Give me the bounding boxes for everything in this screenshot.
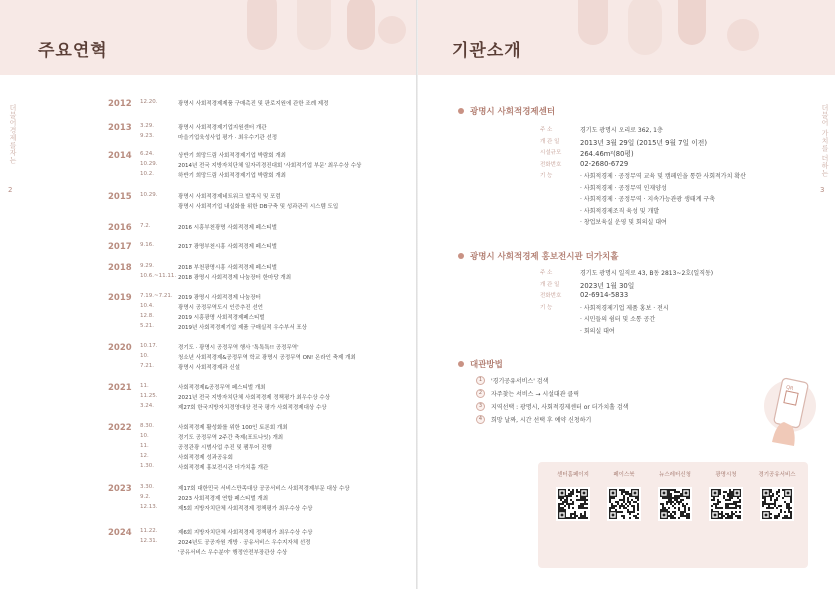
event-date: 7.2.	[140, 223, 151, 229]
qr-label: 뉴스레터신청	[659, 472, 691, 478]
event-date: 12.13.	[140, 504, 158, 510]
event-text: 2016 시흥부천광명 사회적경제 페스티벌	[178, 225, 277, 231]
event-text: 사회적경제 활성화를 위한 100인 토론회 개최	[178, 425, 288, 431]
step-text: 지역선택 : 광명시, 사회적경제센터 or 더가치홀 검색	[491, 403, 629, 411]
event-text: 광명시 사회적경제과 신설	[178, 365, 240, 371]
qr-label: 페이스북	[613, 472, 635, 478]
event-date: 10.29.	[140, 161, 158, 167]
event-text: 마을기업육성사업 평가 · 최우수기관 선정	[178, 135, 278, 141]
timeline-event	[140, 242, 408, 253]
timeline-year: 2019	[108, 293, 132, 303]
event-text: 광명시 사회적경제네트워크 발족식 및 포럼	[178, 194, 281, 200]
info-value: 02-2680-6729	[580, 159, 629, 168]
hall-title	[458, 250, 618, 262]
event-text: 제17회 대한민국 서비스만족대상 공공서비스 사회적경제부문 대상 수상	[178, 486, 350, 492]
info-value: · 시민들의 쉼터 및 소통 공간	[580, 316, 656, 323]
info-key: 주 소	[540, 270, 553, 276]
timeline-year: 2012	[108, 99, 132, 109]
info-key: 전화번호	[540, 293, 562, 299]
event-date: 1.30.	[140, 463, 154, 469]
rental-step	[476, 374, 548, 386]
event-text: 2019 시흥광명 사회적경제페스티벌	[178, 315, 265, 321]
timeline-year: 2018	[108, 263, 132, 273]
qr-links-panel	[538, 462, 808, 568]
step-text: 자주찾는 서비스 → 시설대관 클릭	[491, 390, 580, 398]
bullet-dot-icon	[458, 361, 464, 367]
rental-step	[476, 387, 579, 399]
timeline-event	[140, 403, 408, 414]
timeline-year: 2014	[108, 151, 132, 161]
timeline-event	[140, 133, 408, 144]
event-text: 공정관광 시범사업 추진 및 팸투어 진행	[178, 445, 272, 451]
left-page-number: 2	[8, 186, 13, 194]
event-date: 10.	[140, 433, 149, 439]
info-value: 02-6914-5833	[580, 291, 629, 299]
timeline-year: 2013	[108, 123, 132, 133]
event-text: 2024년도 공공자원 개방 · 공유서비스 우수지자체 선정	[178, 540, 311, 546]
hall-section	[458, 250, 618, 262]
left-page-title: 주요연혁	[38, 41, 108, 61]
info-key: 개 관 일	[540, 281, 560, 288]
timeline-event	[140, 323, 408, 334]
event-date: 9.29.	[140, 263, 154, 269]
event-text: 제27회 한국지방자치경영대상 전국 평가 사회적경제대상 수상	[178, 405, 327, 411]
event-text: 2019년 사회적경제기업 제품 구매실적 우수부서 포상	[178, 325, 308, 331]
info-value: · 사회적경제조직 육성 및 개발	[580, 207, 660, 215]
right-side-text: 더불어 가치를 더하는	[821, 104, 829, 177]
event-date: 10.17.	[140, 343, 158, 349]
step-text: '경기공유서비스' 검색	[491, 377, 549, 385]
event-date: 6.24.	[140, 151, 154, 157]
event-date: 11.	[140, 383, 149, 389]
step-text: 희망 날짜, 시간 선택 후 예약 신청하기	[491, 416, 592, 424]
timeline-event	[140, 171, 408, 182]
event-date: 12.8.	[140, 313, 154, 319]
event-date: 7.21.	[140, 363, 154, 369]
timeline-event	[140, 223, 408, 234]
info-key: 전화번호	[540, 161, 562, 168]
rental-name: 대관방법	[470, 360, 503, 370]
rental-title	[458, 358, 503, 370]
info-value: 경기도 광명시 오리로 362, 1층	[580, 127, 663, 134]
event-date: 8.30.	[140, 423, 154, 429]
event-date: 11.25.	[140, 393, 158, 399]
info-key: 개 관 일	[540, 138, 560, 145]
info-value: · 사회적경제 · 공정무역 인재양성	[580, 184, 667, 192]
event-date: 10.4.	[140, 303, 154, 309]
event-text: 2021년 전국 지방자치단체 사회적경제 정책평가 최우수상 수상	[178, 395, 331, 401]
event-text: 하반기 희망드림 사회적경제기업 박람회 개최	[178, 173, 286, 179]
qr-code-icon[interactable]	[607, 487, 641, 521]
step-number: 3	[476, 402, 485, 411]
event-date: 9.2.	[140, 494, 151, 500]
event-date: 11.22.	[140, 528, 158, 534]
event-date: 9.16.	[140, 242, 154, 248]
decorative-shapes-icon	[187, 0, 417, 75]
timeline-year: 2016	[108, 223, 132, 233]
event-date: 12.20.	[140, 99, 158, 105]
event-date: 7.19.~7.21.	[140, 293, 173, 299]
event-text: 경기도 · 광명시 공정무역 행사 '톡톡톡!! 공정무역'	[178, 345, 299, 351]
step-number: 4	[476, 415, 485, 424]
svg-text:QR: QR	[785, 384, 794, 393]
info-value: 경기도 광명시 일직로 43, B동 2813~2호(일직동)	[580, 270, 714, 277]
timeline-event	[140, 99, 408, 110]
info-value: · 회의실 대여	[580, 327, 615, 335]
qr-code-icon[interactable]	[709, 487, 743, 521]
center-name: 광명시 사회적경제센터	[470, 107, 556, 117]
right-page-number: 3	[820, 186, 825, 194]
info-value: · 사회적경제기업 제품 홍보 · 전시	[580, 304, 669, 312]
event-date: 9.23.	[140, 133, 154, 139]
info-value: · 사회적경제 · 공정무역 교육 및 캠페인을 통한 사회적가치 확산	[580, 173, 746, 180]
event-text: 광명시 사회적경제기업지원센터 개관	[178, 125, 267, 131]
event-text: 제5회 지방자치단체 사회적경제 정책평가 최우수상 수상	[178, 506, 313, 512]
info-value: 2013년 3월 29일 (2015년 9월 7일 이전)	[580, 138, 708, 147]
left-page	[0, 0, 417, 589]
timeline-event	[140, 363, 408, 374]
event-date: 10.6.~11.11.	[140, 273, 177, 279]
info-value: 2023년 1월 30일	[580, 281, 635, 290]
timeline-year: 2022	[108, 423, 132, 433]
bullet-dot-icon	[458, 253, 464, 259]
event-text: 광명시 사회적기업 내실화를 위한 DB구축 및 성과관리 시스템 도입	[178, 204, 339, 210]
event-date: 10.2.	[140, 171, 154, 177]
step-number: 1	[476, 376, 485, 385]
timeline-event	[140, 504, 408, 515]
qr-label: 센터홈페이지	[557, 472, 589, 478]
info-key: 주 소	[540, 127, 553, 133]
timeline-year: 2020	[108, 343, 132, 353]
event-date: 10.29.	[140, 192, 158, 198]
rental-step	[476, 400, 628, 412]
event-text: 경기도 공정무역 2주간 축제(포트나잇) 개최	[178, 435, 284, 441]
event-text: 2018 광명시 사회적경제 나눔장터 한마당 개최	[178, 275, 292, 281]
center-section	[458, 105, 555, 117]
timeline-year: 2015	[108, 192, 132, 202]
hall-name: 광명시 사회적경제 홍보전시관 더가치홀	[470, 252, 619, 262]
info-value: · 사회적경제 · 공정무역 · 지속가능관광 생태계 구축	[580, 196, 715, 203]
right-page-title: 기관소개	[452, 41, 522, 61]
event-date: 10.	[140, 353, 149, 359]
event-text: 광명시 공정무역도시 인증추진 선언	[178, 305, 263, 311]
event-text: 2023 사회적경제 연합 페스티벌 개최	[178, 496, 269, 502]
event-text: 2014년 전국 지방자치단체 일자리경진대회 '사회적기업 부문' 최우수상 수상	[178, 163, 362, 169]
qr-label: 경기공유서비스	[758, 472, 796, 478]
timeline-year: 2024	[108, 528, 132, 538]
info-key: 기 능	[540, 173, 553, 179]
event-date: 12.	[140, 453, 149, 459]
event-text: 사회적경제&공정무역 페스티벌 개최	[178, 385, 266, 391]
timeline-event	[140, 202, 408, 213]
timeline-event	[140, 273, 408, 284]
left-side-text: 더불어경제를자는	[9, 104, 17, 164]
event-text: 청소년 사회적경제&공정무역 학교 광명시 공정무역 ON! 온라인 축제 개최	[178, 355, 356, 361]
qr-code-icon[interactable]	[760, 487, 794, 521]
info-value: 264.46m²(80평)	[580, 150, 634, 158]
phone-qr-icon	[758, 372, 816, 450]
event-text: 상반기 희망드림 사회적경제기업 박람회 개최	[178, 153, 286, 159]
step-number: 2	[476, 389, 485, 398]
event-date: 3.30.	[140, 484, 154, 490]
event-text: 2019 광명시 사회적경제 나눔장터	[178, 295, 261, 301]
info-value: · 창업보육실 운영 및 회의실 대여	[580, 219, 667, 226]
event-text: '공유서비스 우수분야' 행정안전부장관상 수상	[178, 550, 288, 556]
timeline-year: 2023	[108, 484, 132, 494]
center-title	[458, 105, 555, 117]
event-date: 5.21.	[140, 323, 154, 329]
decorative-shapes-icon	[558, 0, 788, 75]
timeline-event	[140, 548, 408, 559]
rental-section	[458, 358, 503, 370]
info-key: 시설규모	[540, 150, 562, 156]
timeline-year: 2021	[108, 383, 132, 393]
event-text: 사회적경제 홍보전시관 더가치홀 개관	[178, 465, 269, 471]
event-text: 2017 광명부천시흥 사회적경제 페스티벌	[178, 244, 277, 250]
qr-code-icon[interactable]	[658, 487, 692, 521]
right-page	[418, 0, 835, 589]
rental-step	[476, 413, 591, 425]
event-date: 12.31.	[140, 538, 158, 544]
event-date: 3.29.	[140, 123, 154, 129]
event-text: 광명시 사회적경제제품 구매촉진 및 판로지원에 관한 조례 제정	[178, 101, 329, 107]
event-date: 11.	[140, 443, 149, 449]
qr-code-icon[interactable]	[556, 487, 590, 521]
timeline-event	[140, 463, 408, 474]
bullet-dot-icon	[458, 108, 464, 114]
event-text: 사회적경제 성과공유회	[178, 455, 233, 461]
event-text: 2018 부천광명시흥 사회적경제 페스티벌	[178, 265, 277, 271]
event-date: 3.24.	[140, 403, 154, 409]
info-key: 기 능	[540, 304, 553, 311]
timeline-year: 2017	[108, 242, 132, 252]
event-text: 제6회 지방자치단체 사회적경제 정책평가 최우수상 수상	[178, 530, 313, 536]
qr-label: 광명시청	[715, 472, 737, 478]
